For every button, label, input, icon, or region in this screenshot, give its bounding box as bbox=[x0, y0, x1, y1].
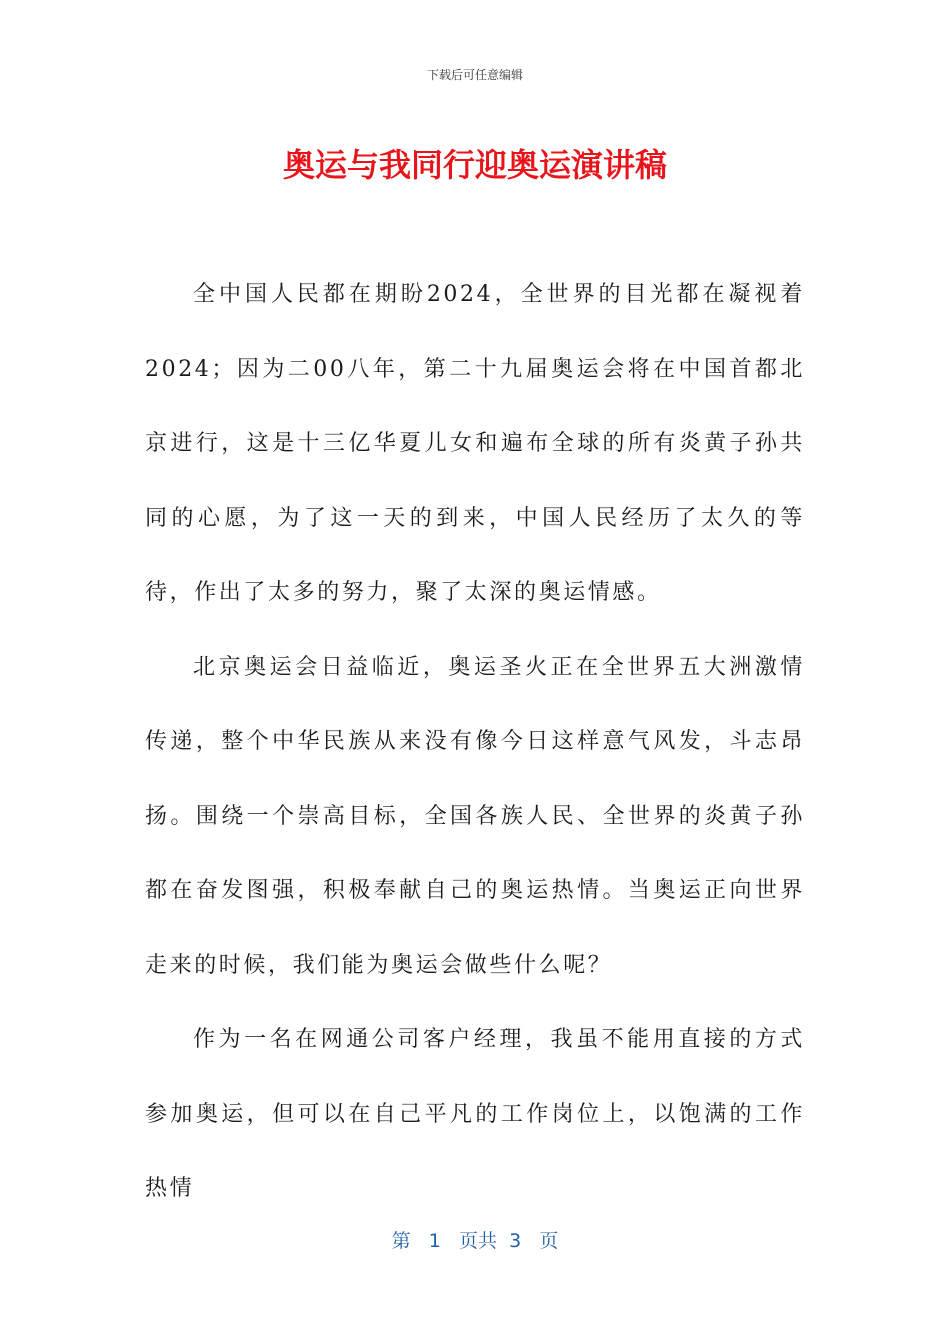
footer-suffix: 页 bbox=[539, 1230, 559, 1252]
paragraph-3: 作为一名在网通公司客户经理，我虽不能用直接的方式参加奥运，但可以在自己平凡的工作岗位上，以饱满的工作热情 bbox=[145, 1027, 805, 1201]
footer-current-page: 1 bbox=[428, 1230, 441, 1252]
document-title: 奥运与我同行迎奥运演讲稿 bbox=[282, 146, 667, 184]
document-body bbox=[145, 258, 805, 1227]
paragraph-2: 北京奥运会日益临近，奥运圣火正在全世界五大洲激情传递，整个中华民族从来没有像今日这样意气风发，斗志昂扬。围绕一个崇高目标，全国各族人民、全世界的炎黄子孙都在奋发图强，积极奉献自己的奥运热情。当奥运正向世界走来的时候，我们能为奥运会做些什么呢？ bbox=[145, 654, 805, 978]
paragraph-1: 全中国人民都在期盼2024，全世界的目光都在凝视着2024；因为二00八年，第二十九届奥运会将在中国首都北京进行，这是十三亿华夏儿女和遍布全球的所有炎黄子孙共同的心愿，为了这一天的到来，中国人民经历了太久的等待，作出了太多的努力，聚了太深的奥运情感。 bbox=[145, 282, 805, 605]
page-footer bbox=[0, 1226, 950, 1253]
footer-mid: 页共 bbox=[459, 1230, 498, 1252]
footer-total-pages: 3 bbox=[509, 1230, 522, 1252]
header-note: 下载后可任意编辑 bbox=[426, 68, 523, 82]
footer-prefix: 第 bbox=[391, 1230, 411, 1252]
